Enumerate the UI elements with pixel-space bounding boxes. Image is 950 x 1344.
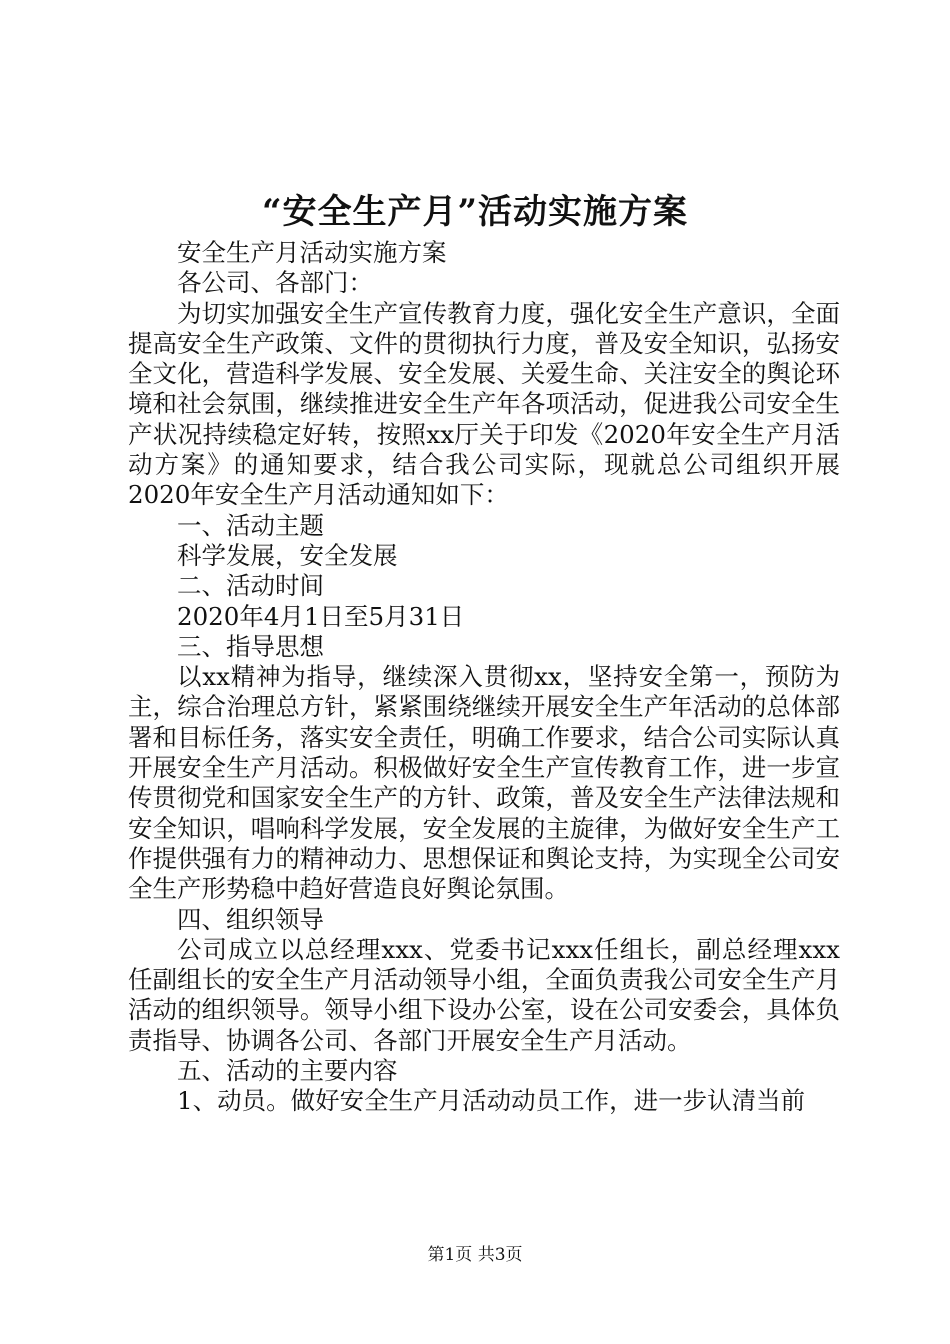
heading-main-content: 五、活动的主要内容 <box>177 1056 398 1086</box>
document-body <box>128 238 840 1117</box>
heading-theme: 一、活动主题 <box>177 510 324 540</box>
paragraph-doc-name: 安全生产月活动实施方案 <box>177 238 447 267</box>
document-title: “安全生产月”活动实施方案 <box>261 192 689 232</box>
paragraph-intro: 为切实加强安全生产宣传教育力度，强化安全生产意识，全面提高安全生产政策、文件的贯彻执行力度，普及安全知识，弘扬安全文化，营造科学发展、安全发展、关爱生命、关注安全的舆论环境和社会氛围，继续推进安全生产年各项活动，促进我公司安全生产状况持续稳定好转，按照xx厅关于印发《2020年安全生产月活动方案》的通知要求，结合我公司实际，现就总公司组织开展2020年安全生产月活动通知如下： <box>128 298 840 510</box>
heading-leadership: 四、组织领导 <box>177 904 324 934</box>
paragraph-mobilization: 1、动员。做好安全生产月活动动员工作，进一步认清当前 <box>177 1086 806 1116</box>
heading-guiding-thought: 三、指导思想 <box>177 631 324 661</box>
paragraph-guiding-thought: 以xx精神为指导，继续深入贯彻xx，坚持安全第一，预防为主，综合治理总方针，紧紧围绕继续开展安全生产年活动的总体部署和目标任务，落实安全责任，明确工作要求，结合公司实际认真开展安全生产月活动。积极做好安全生产宣传教育工作，进一步宣传贯彻党和国家安全生产的方针、政策，普及安全生产法律法规和安全知识，唱响科学发展，安全发展的主旋律，为做好安全生产工作提供强有力的精神动力、思想保证和舆论支持，为实现全公司安全生产形势稳中趋好营造良好舆论氛围。 <box>128 662 840 904</box>
page-number: 第1页 共3页 <box>427 1245 523 1265</box>
paragraph-time: 2020年4月1日至5月31日 <box>177 601 465 631</box>
paragraph-salutation: 各公司、各部门： <box>177 268 373 298</box>
paragraph-leadership: 公司成立以总经理xxx、党委书记xxx任组长，副总经理xxx任副组长的安全生产月活动领导小组，全面负责我公司安全生产月活动的组织领导。领导小组下设办公室，设在公司安委会，具体负责指导、协调各公司、各部门开展安全生产月活动。 <box>128 934 840 1055</box>
heading-time: 二、活动时间 <box>177 571 324 601</box>
paragraph-theme: 科学发展，安全发展 <box>177 540 398 570</box>
